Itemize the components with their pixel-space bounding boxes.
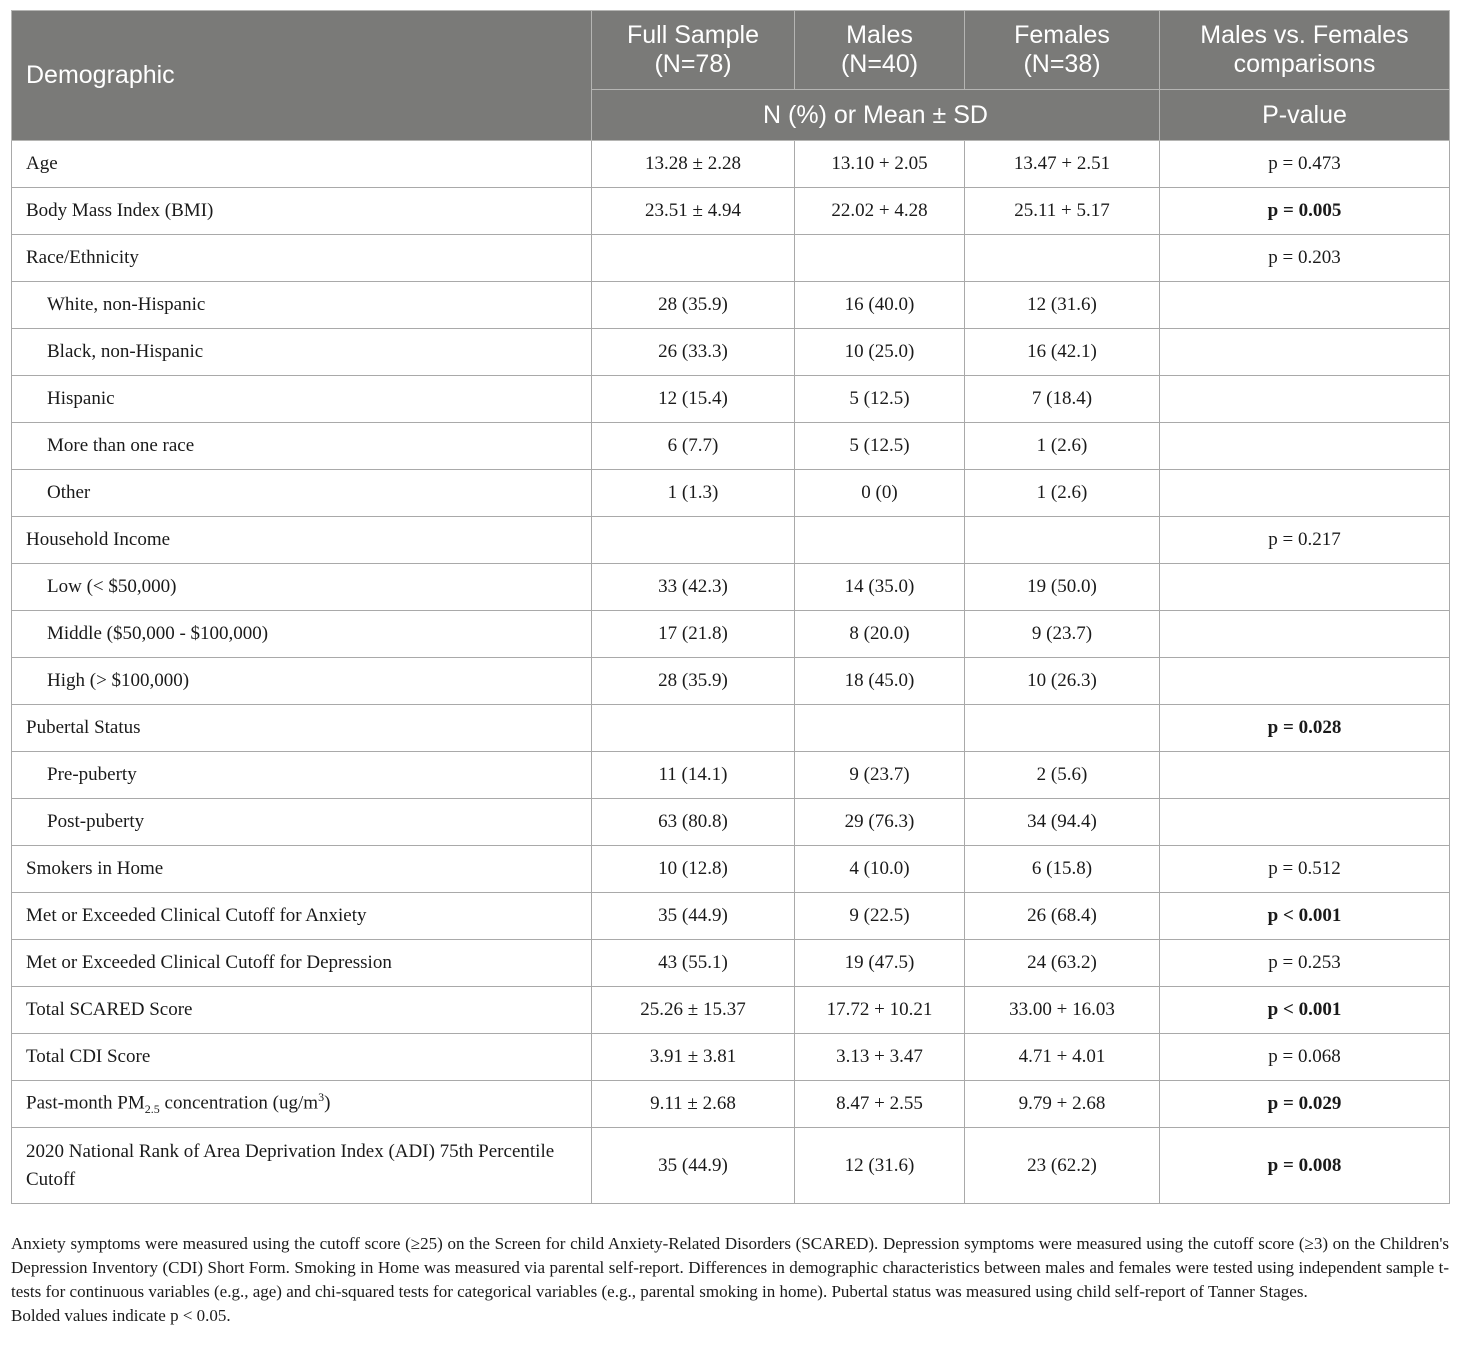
cell-females: 1 (2.6) xyxy=(965,423,1160,470)
row-label-part: concentration (ug/m xyxy=(159,1092,319,1114)
header-comparison xyxy=(1160,11,1450,90)
table-row xyxy=(12,282,1450,329)
cell-full-sample: 33 (42.3) xyxy=(592,564,795,611)
cell-females: 33.00 + 16.03 xyxy=(965,987,1160,1034)
cell-p-value: p = 0.029 xyxy=(1160,1081,1450,1128)
cell-males: 17.72 + 10.21 xyxy=(795,987,965,1034)
header-full-sample-n: (N=78) xyxy=(654,50,732,78)
cell-males: 5 (12.5) xyxy=(795,376,965,423)
cell-males: 4 (10.0) xyxy=(795,846,965,893)
table-row xyxy=(12,987,1450,1034)
header-comparison-label: Males vs. Females xyxy=(1200,21,1409,49)
cell-full-sample: 3.91 ± 3.81 xyxy=(592,1034,795,1081)
cell-p-value xyxy=(1160,564,1450,611)
cell-females xyxy=(965,705,1160,752)
cell-females: 13.47 + 2.51 xyxy=(965,141,1160,188)
footnote-bold: Bolded values indicate p < 0.05. xyxy=(11,1306,231,1325)
cell-p-value xyxy=(1160,799,1450,846)
cell-males: 22.02 + 4.28 xyxy=(795,188,965,235)
cell-males: 13.10 + 2.05 xyxy=(795,141,965,188)
cell-males: 14 (35.0) xyxy=(795,564,965,611)
row-label: Middle ($50,000 - $100,000) xyxy=(12,611,592,658)
row-label-part: ) xyxy=(324,1092,331,1114)
row-label: Other xyxy=(12,470,592,517)
cell-full-sample: 12 (15.4) xyxy=(592,376,795,423)
cell-males: 9 (22.5) xyxy=(795,893,965,940)
cell-p-value: p = 0.203 xyxy=(1160,235,1450,282)
cell-full-sample: 9.11 ± 2.68 xyxy=(592,1081,795,1128)
demographics-table xyxy=(11,10,1450,1204)
cell-females: 19 (50.0) xyxy=(965,564,1160,611)
cell-females: 9 (23.7) xyxy=(965,611,1160,658)
cell-p-value: p = 0.253 xyxy=(1160,940,1450,987)
table-footnotes xyxy=(11,1232,1449,1328)
cell-full-sample: 6 (7.7) xyxy=(592,423,795,470)
row-label: Race/Ethnicity xyxy=(12,235,592,282)
cell-females: 16 (42.1) xyxy=(965,329,1160,376)
cell-full-sample xyxy=(592,517,795,564)
table-row xyxy=(12,1034,1450,1081)
cell-full-sample: 28 (35.9) xyxy=(592,282,795,329)
cell-females: 25.11 + 5.17 xyxy=(965,188,1160,235)
cell-males: 12 (31.6) xyxy=(795,1128,965,1204)
header-males xyxy=(795,11,965,90)
cell-full-sample xyxy=(592,235,795,282)
footnote-main: Anxiety symptoms were measured using the cutoff score (≥25) on the Screen for child Anxiety-Related Disorders (SCARED). Depression symptoms were measured using the cutoff score (≥3) on the Children's Depression Inventory (CDI) Short Form. Smoking in Home was measured via parental self-report. Differences in demographic characteristics between males and females were tested using independent sample t-tests for continuous variables (e.g., age) and chi-squared tests for categorical variables (e.g., parental smoking in home). Pubertal status was measured using child self-report of Tanner Stages. xyxy=(11,1234,1449,1301)
cell-females: 7 (18.4) xyxy=(965,376,1160,423)
table-row xyxy=(12,705,1450,752)
header-demographic: Demographic xyxy=(12,11,592,141)
table-row xyxy=(12,799,1450,846)
cell-p-value xyxy=(1160,376,1450,423)
cell-females: 9.79 + 2.68 xyxy=(965,1081,1160,1128)
cell-males xyxy=(795,517,965,564)
cell-full-sample: 1 (1.3) xyxy=(592,470,795,517)
cell-full-sample: 28 (35.9) xyxy=(592,658,795,705)
cell-males: 19 (47.5) xyxy=(795,940,965,987)
cell-females: 2 (5.6) xyxy=(965,752,1160,799)
cell-males: 18 (45.0) xyxy=(795,658,965,705)
cell-p-value: p = 0.473 xyxy=(1160,141,1450,188)
cell-p-value: p = 0.512 xyxy=(1160,846,1450,893)
cell-full-sample: 35 (44.9) xyxy=(592,893,795,940)
table-row xyxy=(12,470,1450,517)
cell-females xyxy=(965,517,1160,564)
cell-p-value: p < 0.001 xyxy=(1160,987,1450,1034)
cell-full-sample: 26 (33.3) xyxy=(592,329,795,376)
cell-females: 10 (26.3) xyxy=(965,658,1160,705)
cell-females: 4.71 + 4.01 xyxy=(965,1034,1160,1081)
cell-full-sample: 63 (80.8) xyxy=(592,799,795,846)
cell-p-value xyxy=(1160,329,1450,376)
cell-females: 12 (31.6) xyxy=(965,282,1160,329)
cell-males xyxy=(795,235,965,282)
cell-p-value xyxy=(1160,470,1450,517)
table-row xyxy=(12,940,1450,987)
table-body xyxy=(12,141,1450,1204)
row-label: Household Income xyxy=(12,517,592,564)
table-row xyxy=(12,329,1450,376)
cell-males: 8.47 + 2.55 xyxy=(795,1081,965,1128)
row-label-part: 2.5 xyxy=(144,1102,160,1117)
cell-p-value: p = 0.028 xyxy=(1160,705,1450,752)
cell-p-value: p = 0.008 xyxy=(1160,1128,1450,1204)
row-label: Pubertal Status xyxy=(12,705,592,752)
header-females xyxy=(965,11,1160,90)
header-full-sample-label: Full Sample xyxy=(627,21,759,49)
table-row xyxy=(12,752,1450,799)
row-label: Hispanic xyxy=(12,376,592,423)
table-row xyxy=(12,658,1450,705)
table-row xyxy=(12,846,1450,893)
header-females-n: (N=38) xyxy=(1023,50,1101,78)
row-label: Total CDI Score xyxy=(12,1034,592,1081)
cell-p-value: p < 0.001 xyxy=(1160,893,1450,940)
row-label: Low (< $50,000) xyxy=(12,564,592,611)
table-row xyxy=(12,188,1450,235)
cell-p-value xyxy=(1160,282,1450,329)
table-row xyxy=(12,517,1450,564)
table-row xyxy=(12,235,1450,282)
cell-p-value: p = 0.068 xyxy=(1160,1034,1450,1081)
row-label: Met or Exceeded Clinical Cutoff for Depression xyxy=(12,940,592,987)
cell-full-sample: 10 (12.8) xyxy=(592,846,795,893)
row-label: Body Mass Index (BMI) xyxy=(12,188,592,235)
row-label: Post-puberty xyxy=(12,799,592,846)
table-row xyxy=(12,611,1450,658)
cell-p-value: p = 0.005 xyxy=(1160,188,1450,235)
row-label: White, non-Hispanic xyxy=(12,282,592,329)
header-full-sample xyxy=(592,11,795,90)
table-row xyxy=(12,564,1450,611)
row-label: Total SCARED Score xyxy=(12,987,592,1034)
table-row xyxy=(12,893,1450,940)
cell-p-value xyxy=(1160,658,1450,705)
row-label: Age xyxy=(12,141,592,188)
cell-males: 3.13 + 3.47 xyxy=(795,1034,965,1081)
cell-full-sample: 25.26 ± 15.37 xyxy=(592,987,795,1034)
table-row xyxy=(12,1128,1450,1204)
cell-full-sample: 17 (21.8) xyxy=(592,611,795,658)
header-females-label: Females xyxy=(1014,21,1110,49)
cell-males xyxy=(795,705,965,752)
cell-females: 24 (63.2) xyxy=(965,940,1160,987)
header-stat-label: N (%) or Mean ± SD xyxy=(592,90,1160,141)
row-label: 2020 National Rank of Area Deprivation Index (ADI) 75th Percentile Cutoff xyxy=(12,1128,592,1204)
cell-males: 8 (20.0) xyxy=(795,611,965,658)
cell-full-sample: 35 (44.9) xyxy=(592,1128,795,1204)
cell-full-sample xyxy=(592,705,795,752)
cell-females: 34 (94.4) xyxy=(965,799,1160,846)
cell-p-value: p = 0.217 xyxy=(1160,517,1450,564)
cell-males: 0 (0) xyxy=(795,470,965,517)
row-label: Met or Exceeded Clinical Cutoff for Anxiety xyxy=(12,893,592,940)
cell-full-sample: 23.51 ± 4.94 xyxy=(592,188,795,235)
cell-full-sample: 11 (14.1) xyxy=(592,752,795,799)
row-label-part: 3 xyxy=(318,1090,325,1105)
cell-females: 1 (2.6) xyxy=(965,470,1160,517)
table-row xyxy=(12,1081,1450,1128)
cell-females: 26 (68.4) xyxy=(965,893,1160,940)
table-row xyxy=(12,376,1450,423)
cell-males: 5 (12.5) xyxy=(795,423,965,470)
header-pvalue: P-value xyxy=(1160,90,1450,141)
cell-p-value xyxy=(1160,752,1450,799)
row-label: More than one race xyxy=(12,423,592,470)
cell-full-sample: 43 (55.1) xyxy=(592,940,795,987)
row-label: Smokers in Home xyxy=(12,846,592,893)
demographics-table-container xyxy=(11,10,1449,1204)
cell-full-sample: 13.28 ± 2.28 xyxy=(592,141,795,188)
cell-males: 9 (23.7) xyxy=(795,752,965,799)
row-label: Pre-puberty xyxy=(12,752,592,799)
cell-females xyxy=(965,235,1160,282)
row-label-part: Past-month PM xyxy=(26,1092,145,1114)
row-label: High (> $100,000) xyxy=(12,658,592,705)
cell-females: 6 (15.8) xyxy=(965,846,1160,893)
header-males-label: Males xyxy=(846,21,913,49)
row-label xyxy=(12,1081,592,1128)
table-row xyxy=(12,423,1450,470)
cell-males: 29 (76.3) xyxy=(795,799,965,846)
header-comparison-sub: comparisons xyxy=(1233,50,1376,78)
cell-females: 23 (62.2) xyxy=(965,1128,1160,1204)
row-label: Black, non-Hispanic xyxy=(12,329,592,376)
cell-males: 16 (40.0) xyxy=(795,282,965,329)
table-header xyxy=(12,11,1450,141)
cell-p-value xyxy=(1160,423,1450,470)
table-row xyxy=(12,141,1450,188)
cell-p-value xyxy=(1160,611,1450,658)
cell-males: 10 (25.0) xyxy=(795,329,965,376)
header-males-n: (N=40) xyxy=(840,50,919,78)
